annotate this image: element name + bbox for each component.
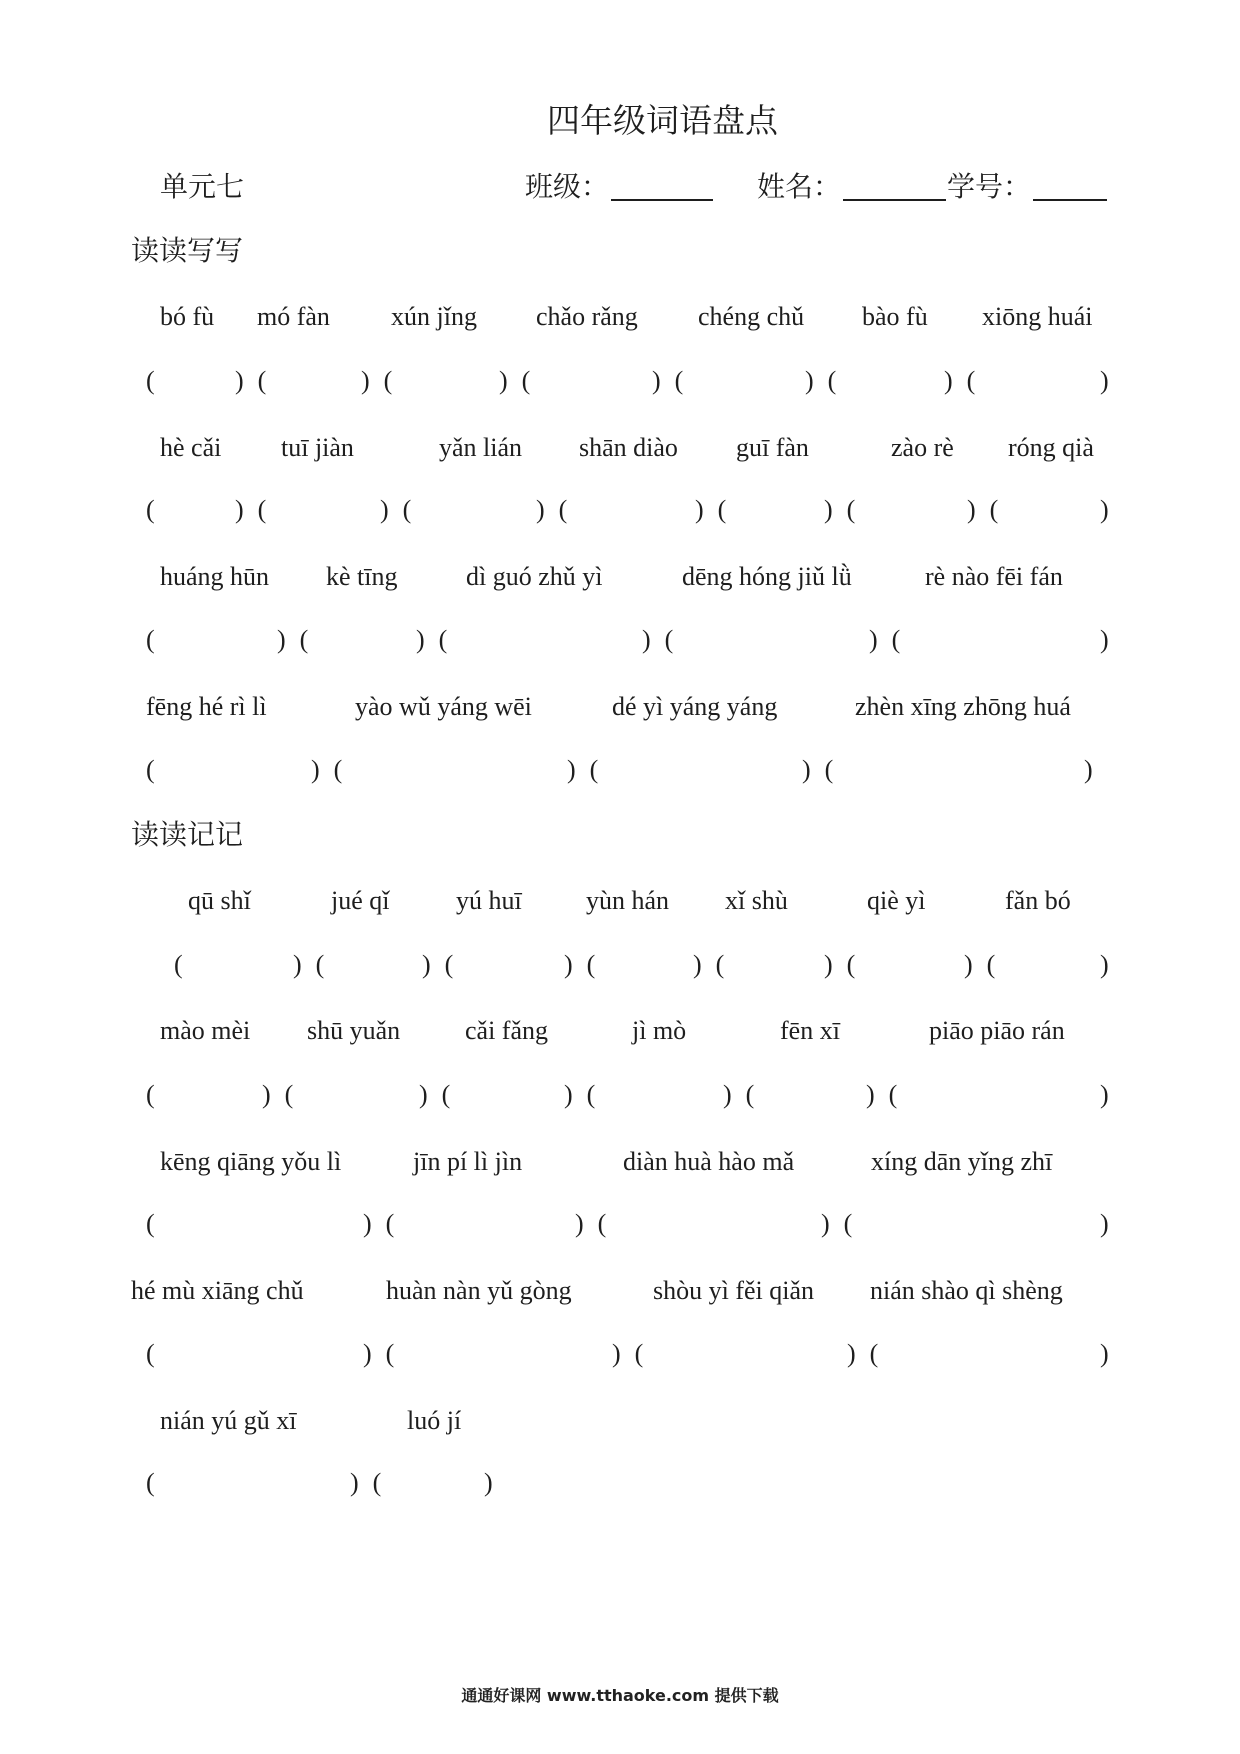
pinyin-word: hé mù xiāng chǔ bbox=[131, 1276, 304, 1305]
answer-blank-close: ) bbox=[1100, 1209, 1123, 1238]
answer-blank-open: ( bbox=[146, 1339, 169, 1368]
answer-blank-join: )( bbox=[363, 1209, 409, 1238]
pinyin-word: tuī jiàn bbox=[281, 433, 354, 462]
pinyin-word: hè cǎi bbox=[160, 433, 222, 462]
pinyin-word: cǎi fǎng bbox=[465, 1016, 549, 1045]
answer-blank-join: )( bbox=[416, 625, 462, 654]
pinyin-word: yùn hán bbox=[586, 886, 670, 915]
answer-blank-close: ) bbox=[1084, 755, 1107, 784]
pinyin-word: qū shǐ bbox=[188, 886, 251, 915]
answer-blank-join: )( bbox=[235, 366, 281, 395]
answer-blank-join: )( bbox=[723, 1080, 769, 1109]
pinyin-word: zhèn xīng zhōng huá bbox=[855, 692, 1071, 721]
pinyin-word: róng qià bbox=[1008, 433, 1094, 462]
answer-blank-join: )( bbox=[967, 495, 1013, 524]
answer-blank-join: )( bbox=[612, 1339, 658, 1368]
answer-blank-row bbox=[0, 1206, 1240, 1242]
answer-blank-join: )( bbox=[564, 950, 610, 979]
answer-blank-join: )( bbox=[262, 1080, 308, 1109]
answer-blank-join: )( bbox=[824, 950, 870, 979]
pinyin-word: dì guó zhǔ yì bbox=[466, 562, 603, 591]
answer-blank-open: ( bbox=[146, 495, 169, 524]
unit-label: 单元七 bbox=[160, 170, 245, 203]
answer-blank-row bbox=[0, 492, 1240, 528]
pinyin-word: kè tīng bbox=[326, 562, 398, 591]
answer-blank-join: )( bbox=[869, 625, 915, 654]
answer-blank-join: )( bbox=[695, 495, 741, 524]
answer-blank-join: )( bbox=[944, 366, 990, 395]
pinyin-word: zào rè bbox=[891, 433, 954, 462]
pinyin-word: jué qǐ bbox=[331, 886, 390, 915]
answer-blank-join: )( bbox=[235, 495, 281, 524]
answer-blank-join: )( bbox=[499, 366, 545, 395]
pinyin-row bbox=[0, 430, 1240, 466]
answer-blank-row bbox=[0, 363, 1240, 399]
pinyin-word: chéng chǔ bbox=[698, 302, 805, 331]
pinyin-word: qiè yì bbox=[867, 886, 926, 915]
answer-blank-close: ) bbox=[484, 1468, 507, 1497]
answer-blank-join: )( bbox=[802, 755, 848, 784]
pinyin-word: shòu yì fěi qiǎn bbox=[653, 1276, 815, 1305]
section-heading-read-write: 读读写写 bbox=[131, 234, 244, 267]
answer-blank-join: )( bbox=[693, 950, 739, 979]
answer-blank-join: )( bbox=[380, 495, 426, 524]
pinyin-word: diàn huà hào mǎ bbox=[623, 1147, 795, 1176]
pinyin-word: fēng hé rì lì bbox=[146, 692, 267, 721]
answer-blank-open: ( bbox=[174, 950, 197, 979]
answer-blank-join: )( bbox=[567, 755, 613, 784]
answer-blank-join: )( bbox=[847, 1339, 893, 1368]
pinyin-word: guī fàn bbox=[736, 433, 809, 462]
answer-blank-row bbox=[0, 1336, 1240, 1372]
pinyin-word: xiōng huái bbox=[982, 302, 1093, 331]
answer-blank-join: )( bbox=[821, 1209, 867, 1238]
answer-blank-close: ) bbox=[1100, 1080, 1123, 1109]
pinyin-word: fēn xī bbox=[780, 1016, 840, 1045]
pinyin-word: chǎo rǎng bbox=[536, 302, 638, 331]
pinyin-row bbox=[0, 1144, 1240, 1180]
pinyin-row bbox=[0, 1273, 1240, 1309]
answer-blank-open: ( bbox=[146, 366, 169, 395]
answer-blank-join: )( bbox=[866, 1080, 912, 1109]
pinyin-word: huáng hūn bbox=[160, 562, 270, 591]
section-heading-read-remember: 读读记记 bbox=[131, 818, 244, 851]
answer-blank-open: ( bbox=[146, 755, 169, 784]
student-id-underline bbox=[1033, 199, 1107, 201]
page-footer: 通通好课网 www.tthaoke.com 提供下载 bbox=[461, 1686, 779, 1705]
answer-blank-open: ( bbox=[146, 1080, 169, 1109]
answer-blank-open: ( bbox=[146, 1468, 169, 1497]
pinyin-word: dé yì yáng yáng bbox=[612, 692, 778, 721]
answer-blank-join: )( bbox=[361, 366, 407, 395]
answer-blank-join: )( bbox=[422, 950, 468, 979]
answer-blank-join: )( bbox=[575, 1209, 621, 1238]
answer-blank-open: ( bbox=[146, 625, 169, 654]
pinyin-word: shān diào bbox=[579, 433, 678, 462]
answer-blank-close: ) bbox=[1100, 625, 1123, 654]
answer-blank-join: )( bbox=[824, 495, 870, 524]
answer-blank-row bbox=[0, 947, 1240, 983]
answer-blank-row bbox=[0, 1077, 1240, 1113]
class-underline bbox=[611, 199, 713, 201]
pinyin-word: yǎn lián bbox=[439, 433, 523, 462]
pinyin-word: piāo piāo rán bbox=[929, 1016, 1065, 1045]
pinyin-word: jīn pí lì jìn bbox=[413, 1147, 523, 1176]
answer-blank-join: )( bbox=[277, 625, 323, 654]
pinyin-word: luó jí bbox=[407, 1406, 462, 1435]
pinyin-word: mó fàn bbox=[257, 302, 330, 331]
pinyin-word: fǎn bó bbox=[1005, 886, 1071, 915]
answer-blank-join: )( bbox=[363, 1339, 409, 1368]
pinyin-row bbox=[0, 299, 1240, 335]
answer-blank-row bbox=[0, 752, 1240, 788]
pinyin-word: kēng qiāng yǒu lì bbox=[160, 1147, 342, 1176]
answer-blank-join: )( bbox=[964, 950, 1010, 979]
pinyin-word: bào fù bbox=[862, 302, 928, 331]
answer-blank-join: )( bbox=[805, 366, 851, 395]
pinyin-word: dēng hóng jiǔ lǜ bbox=[682, 562, 852, 591]
pinyin-word: nián yú gǔ xī bbox=[160, 1406, 297, 1435]
pinyin-row bbox=[0, 883, 1240, 919]
pinyin-word: huàn nàn yǔ gòng bbox=[386, 1276, 572, 1305]
pinyin-word: xún jǐng bbox=[391, 302, 477, 331]
answer-blank-join: )( bbox=[564, 1080, 610, 1109]
pinyin-word: shū yuǎn bbox=[307, 1016, 401, 1045]
class-label: 班级： bbox=[525, 170, 610, 203]
pinyin-row bbox=[0, 1403, 1240, 1439]
answer-blank-open: ( bbox=[146, 1209, 169, 1238]
pinyin-word: yào wǔ yáng wēi bbox=[355, 692, 532, 721]
answer-blank-row bbox=[0, 1465, 1240, 1501]
pinyin-word: yú huī bbox=[456, 886, 522, 915]
page-title: 四年级词语盘点 bbox=[547, 101, 778, 140]
pinyin-word: rè nào fēi fán bbox=[925, 562, 1063, 591]
answer-blank-join: )( bbox=[536, 495, 582, 524]
name-label: 姓名： bbox=[757, 170, 842, 203]
answer-blank-join: )( bbox=[642, 625, 688, 654]
pinyin-word: jì mò bbox=[632, 1016, 687, 1045]
student-id-label: 学号： bbox=[947, 170, 1032, 203]
answer-blank-join: )( bbox=[293, 950, 339, 979]
pinyin-row bbox=[0, 689, 1240, 725]
pinyin-word: mào mèi bbox=[160, 1016, 251, 1045]
name-underline bbox=[843, 199, 946, 201]
answer-blank-close: ) bbox=[1100, 1339, 1123, 1368]
answer-blank-join: )( bbox=[350, 1468, 396, 1497]
answer-blank-close: ) bbox=[1100, 366, 1123, 395]
answer-blank-row bbox=[0, 622, 1240, 658]
pinyin-row bbox=[0, 1013, 1240, 1049]
answer-blank-close: ) bbox=[1100, 495, 1123, 524]
answer-blank-join: )( bbox=[652, 366, 698, 395]
pinyin-word: xǐ shù bbox=[725, 886, 788, 915]
answer-blank-join: )( bbox=[311, 755, 357, 784]
pinyin-word: bó fù bbox=[160, 302, 215, 331]
answer-blank-join: )( bbox=[419, 1080, 465, 1109]
pinyin-word: nián shào qì shèng bbox=[870, 1276, 1063, 1305]
answer-blank-close: ) bbox=[1100, 950, 1123, 979]
pinyin-word: xíng dān yǐng zhī bbox=[871, 1147, 1053, 1176]
pinyin-row bbox=[0, 559, 1240, 595]
